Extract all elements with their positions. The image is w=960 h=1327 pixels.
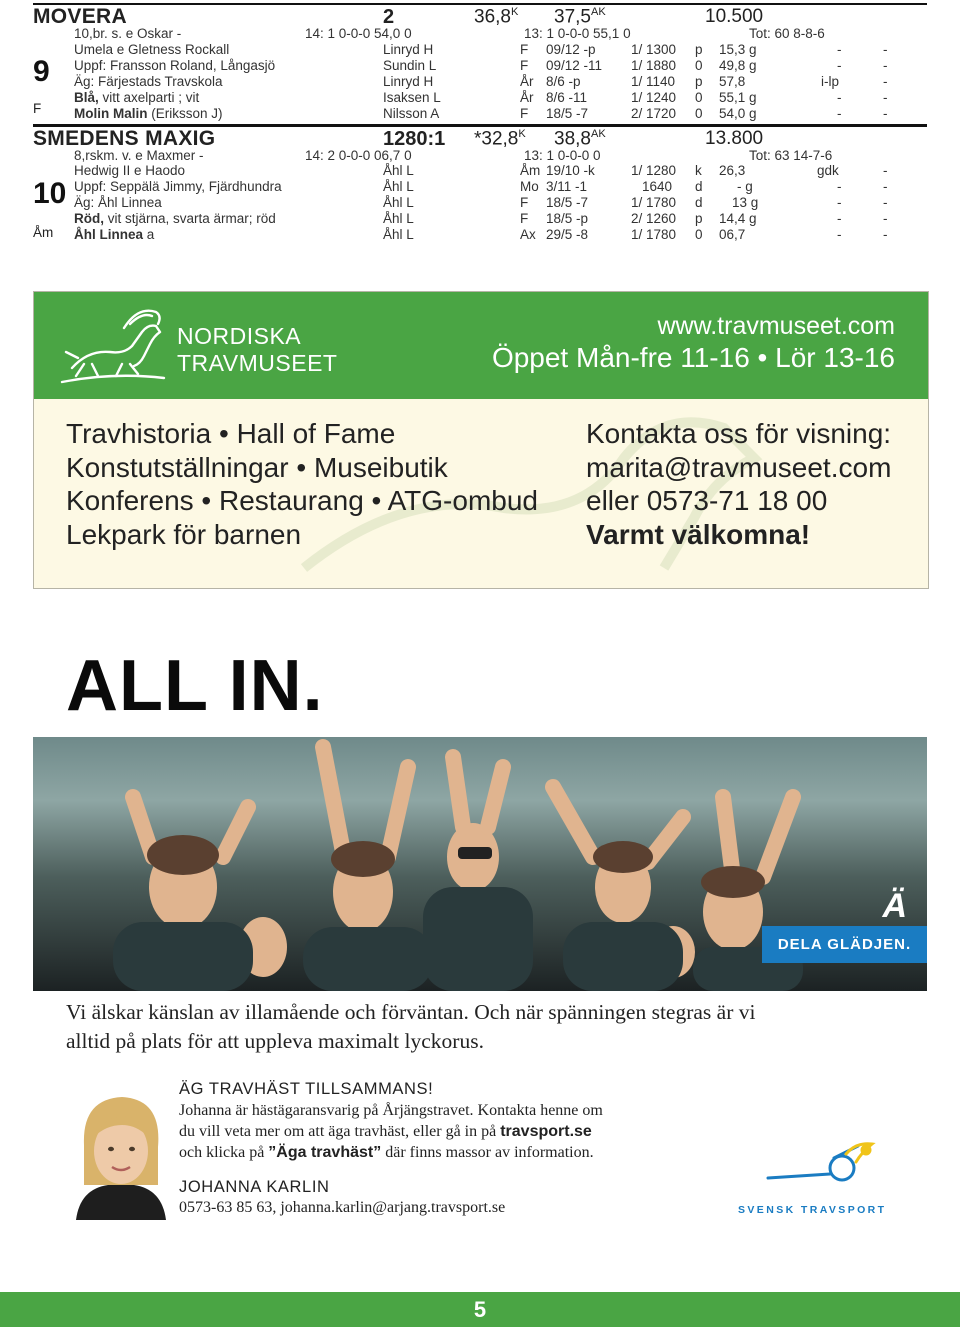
note-b: -	[883, 74, 888, 89]
contact-details[interactable]: 0573-63 85 63, johanna.karlin@arjang.travsport.se	[179, 1199, 506, 1216]
museum-ad	[33, 291, 929, 589]
museum-feature-line: Konferens • Restaurang • ATG-ombud	[66, 485, 538, 516]
page-footer	[0, 1292, 960, 1327]
dam-line: Umela e Gletness Rockall	[74, 42, 230, 57]
date: 8/6 -p	[546, 74, 581, 89]
code: 0	[695, 90, 703, 105]
time: 57,8	[719, 74, 746, 89]
owner: Äg: Färjestads Travskola	[74, 74, 223, 89]
page-number: 5	[473, 1297, 487, 1322]
post-position: 2	[383, 6, 395, 28]
contact-portrait	[66, 1085, 176, 1220]
track: Mo	[520, 179, 539, 194]
driver: Linryd H	[383, 74, 434, 89]
distance: 1/ 1780	[631, 195, 677, 210]
note-a: i-lp	[821, 74, 840, 89]
museum-contact-email[interactable]: marita@travmuseet.com	[586, 452, 892, 483]
note-b: -	[883, 90, 888, 105]
record-2: $38,8^{AK}$	[554, 128, 606, 150]
note-a: -	[837, 106, 842, 121]
start-number: 9	[33, 55, 50, 88]
note-b: -	[883, 163, 888, 178]
driver: Linryd H	[383, 42, 434, 57]
trainer: Åhl Linnea a	[74, 227, 155, 242]
note-b: -	[883, 106, 888, 121]
breeder: Uppf: Fransson Roland, Långasjö	[74, 58, 276, 73]
museum-feature-line: Travhistoria • Hall of Fame	[66, 418, 396, 449]
date: 18/5 -7	[546, 106, 589, 121]
driver: Åhl L	[383, 227, 414, 242]
trainer: Molin Malin (Eriksson J)	[74, 106, 223, 121]
colors: Blå, vitt axelparti ; vit	[74, 90, 200, 105]
time: 14,4 g	[719, 211, 757, 226]
date: 29/5 -8	[546, 227, 589, 242]
museum-feature-line: Lekpark för barnen	[66, 519, 302, 550]
driver: Isaksen L	[383, 90, 441, 105]
museum-contact-phone: eller 0573-71 18 00	[586, 485, 828, 516]
distance: 1/ 1300	[631, 42, 677, 57]
post-position: 1280:1	[383, 128, 446, 150]
date: 18/5 -7	[546, 195, 589, 210]
travsport-link[interactable]: travsport.se	[500, 1123, 592, 1140]
track: F	[520, 211, 529, 226]
distance: 2/ 1720	[631, 106, 677, 121]
driver: Sundin L	[383, 58, 437, 73]
distance: 1/ 1240	[631, 90, 677, 105]
year-stats-1: 14: 1 0-0-0 54,0 0	[305, 26, 412, 41]
museum-logo-line-2: TRAVMUSEET	[177, 350, 338, 376]
owner: Äg: Åhl Linnea	[74, 195, 162, 210]
code: p	[695, 74, 703, 89]
note-b: -	[883, 179, 888, 194]
date: 19/10 -k	[546, 163, 595, 178]
distance: 2/ 1260	[631, 211, 677, 226]
breeder: Uppf: Seppälä Jimmy, Fjärdhundra	[74, 179, 282, 194]
pedigree-line: 10,br. s. e Oskar -	[74, 26, 182, 41]
note-a: -	[837, 211, 842, 226]
atg-tagline: DELA GLÄDJEN.	[762, 926, 927, 963]
time: - g	[737, 179, 753, 194]
date: 8/6 -11	[546, 90, 588, 105]
code: d	[695, 179, 703, 194]
total-stats: Tot: 60 8-8-6	[749, 26, 825, 41]
atg-headline: ALL IN.	[66, 646, 324, 726]
note-a: -	[837, 90, 842, 105]
note-a: -	[837, 227, 842, 242]
distance: 1/ 1280	[631, 163, 677, 178]
start-tag: Åm	[33, 225, 54, 240]
contact-heading: ÄG TRAVHÄST TILLSAMMANS!	[179, 1080, 434, 1098]
note-b: -	[883, 195, 888, 210]
contact-text-line-1: Johanna är hästägaransvarig på Årjängstravet. Kontakta henne om	[179, 1102, 603, 1119]
trotting-horse-logo-icon	[58, 302, 168, 392]
note-b: -	[883, 42, 888, 57]
driver: Nilsson A	[383, 106, 440, 121]
colors: Röd, vit stjärna, svarta ärmar; röd	[74, 211, 276, 226]
museum-feature-line: Konstutställningar • Museibutik	[66, 452, 448, 483]
dam-line: Hedwig II e Haodo	[74, 163, 186, 178]
code: p	[695, 211, 703, 226]
year-stats-1: 14: 2 0-0-0 06,7 0	[305, 148, 412, 163]
race-entry-9	[33, 5, 927, 120]
time: 49,8 g	[719, 58, 757, 73]
contact-text-line-2: du vill veta mer om att äga travhäst, eller gå in på travsport.se	[179, 1123, 592, 1140]
distance: 1640	[642, 179, 673, 194]
code: d	[695, 195, 703, 210]
prize-money: 10.500	[705, 6, 764, 27]
time: 54,0 g	[719, 106, 757, 121]
race-entry-10	[33, 127, 927, 245]
time: 13 g	[732, 195, 759, 210]
atg-brand-mark: Ä	[882, 887, 907, 925]
svensk-travsport-logo-text: SVENSK TRAVSPORT	[738, 1204, 887, 1216]
driver: Åhl L	[383, 211, 414, 226]
start-tag: F	[33, 101, 42, 116]
record-2: $37,5^{AK}$	[554, 6, 606, 28]
contact-text-line-3: och klicka på ”Äga travhäst” där finns massor av information.	[179, 1144, 594, 1161]
museum-opening-hours: Öppet Mån-fre 11-16 • Lör 13-16	[491, 342, 895, 373]
note-b: -	[883, 211, 888, 226]
time: 26,3	[719, 163, 746, 178]
track: Ax	[520, 227, 536, 242]
note-a: -	[837, 42, 842, 57]
record-1: $36,8^K$	[474, 6, 519, 28]
pedigree-line: 8,rskm. v. e Maxmer -	[74, 148, 204, 163]
museum-welcome: Varmt välkomna!	[586, 519, 811, 550]
date: 3/11 -1	[546, 179, 588, 194]
note-a: -	[837, 195, 842, 210]
track: F	[520, 42, 529, 57]
distance: 1/ 1140	[631, 74, 676, 89]
track: F	[520, 106, 529, 121]
track: F	[520, 58, 529, 73]
track: F	[520, 195, 529, 210]
prize-money: 13.800	[705, 128, 764, 149]
code: 0	[695, 58, 703, 73]
note-b: -	[883, 227, 888, 242]
code: p	[695, 42, 703, 57]
museum-url[interactable]: www.travmuseet.com	[657, 312, 895, 340]
code: 0	[695, 106, 703, 121]
driver: Åhl L	[383, 179, 414, 194]
museum-header-band	[34, 292, 928, 399]
driver: Åhl L	[383, 163, 414, 178]
time: 55,1 g	[719, 90, 757, 105]
note-b: -	[883, 58, 888, 73]
code: 0	[695, 227, 703, 242]
date: 18/5 -p	[546, 211, 589, 226]
museum-contact-heading: Kontakta oss för visning:	[586, 418, 892, 449]
time: 15,3 g	[719, 42, 757, 57]
start-number: 10	[33, 177, 67, 210]
museum-logo-line-1: NORDISKA	[177, 323, 302, 349]
date: 09/12 -11	[546, 58, 603, 73]
time: 06,7	[719, 227, 746, 242]
horse-name: SMEDENS MAXIG	[33, 127, 216, 150]
svensk-travsport-logo-icon	[738, 1140, 888, 1200]
track: Åm	[520, 163, 541, 178]
year-stats-2: 13: 1 0-0-0 0	[524, 148, 601, 163]
record-1: $*32,8^K$	[474, 128, 526, 150]
distance: 1/ 1780	[631, 227, 677, 242]
note-a: -	[837, 58, 842, 73]
horse-name: MOVERA	[33, 5, 127, 28]
atg-body-line-2: alltid på plats för att uppleva maximalt lyckorus.	[66, 1029, 484, 1053]
atg-body-line-1: Vi älskar känslan av illamående och förväntan. Och när spänningen stegras är vi	[66, 1000, 756, 1024]
total-stats: Tot: 63 14-7-6	[749, 148, 833, 163]
track: År	[520, 74, 534, 89]
driver: Åhl L	[383, 195, 414, 210]
date: 09/12 -p	[546, 42, 596, 57]
contact-name: JOHANNA KARLIN	[179, 1178, 330, 1196]
track: År	[520, 90, 534, 105]
note-a: gdk	[817, 163, 839, 178]
note-a: -	[837, 179, 842, 194]
crowd-photo	[33, 737, 927, 991]
year-stats-2: 13: 1 0-0-0 55,1 0	[524, 26, 631, 41]
code: k	[695, 163, 702, 178]
distance: 1/ 1880	[631, 58, 677, 73]
